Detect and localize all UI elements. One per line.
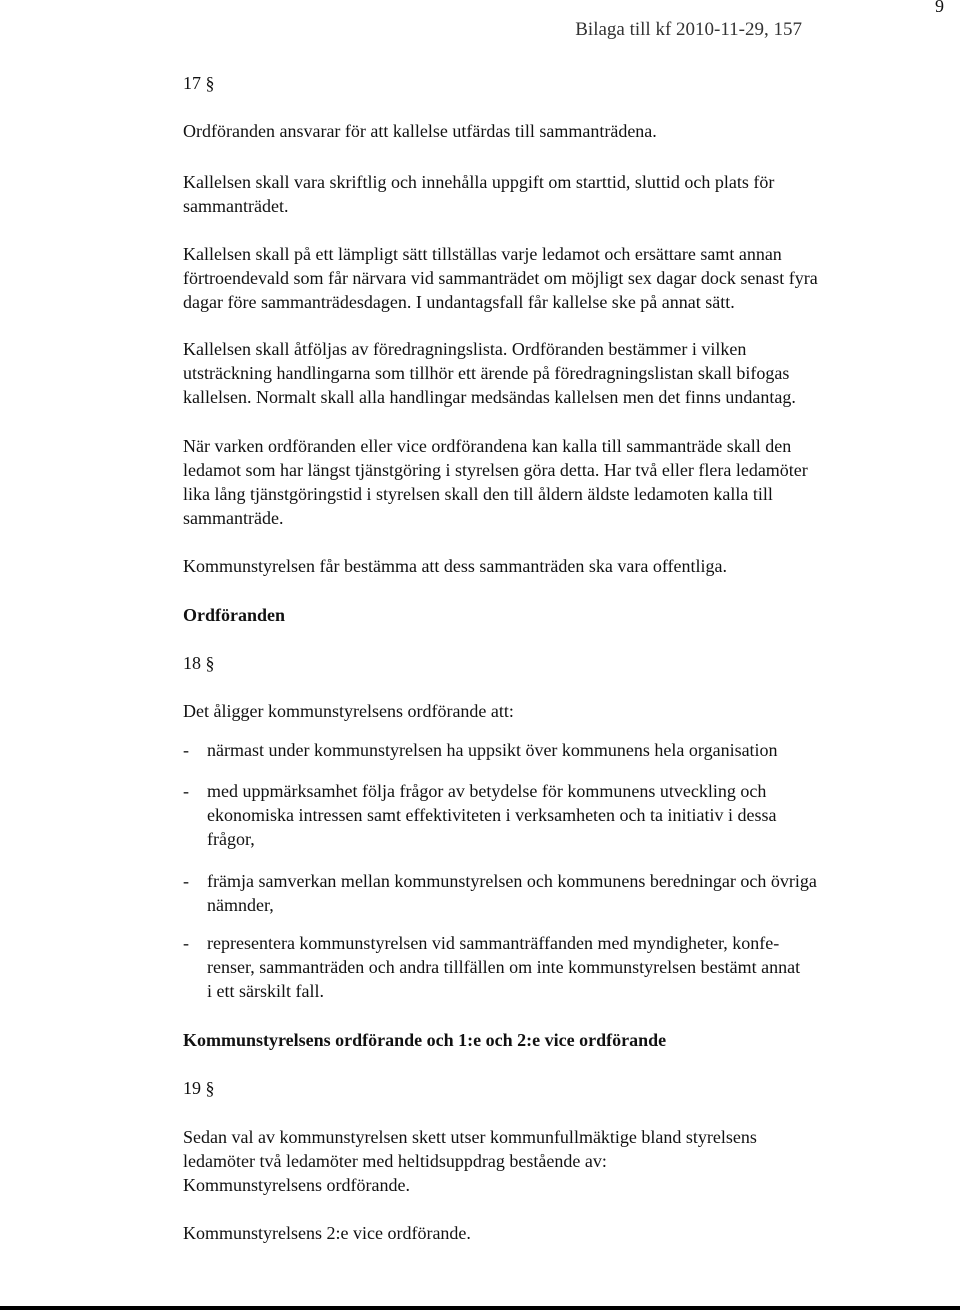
text-line: utsträckning handlingarna som tillhör ett ärende på föredragningslistan skall bifogas [183,363,790,383]
text-line: Kallelsen skall på ett lämpligt sätt tillställas varje ledamot och ersättare samt annan [183,244,782,264]
text-line: dagar före sammanträdesdagen. I undantagsfall får kallelse ske på annat sätt. [183,292,735,312]
s17-paragraph-4 [183,337,796,409]
footer-rule [0,1306,960,1310]
text-line: nämnder, [207,895,274,915]
s19-paragraph-1 [183,1125,757,1197]
s17-paragraph-3 [183,242,818,314]
list-dash: - [183,740,189,760]
text-line: ekonomiska intressen samt effektiviteten i verksamheten och ta initiativ i dessa [207,805,777,825]
text-line: lika lång tjänstgöringstid i styrelsen skall den till åldern äldste ledamoten kalla till [183,484,773,504]
page-number: 9 [935,0,944,16]
text-line: i ett särskilt fall. [207,981,324,1001]
text-line: frågor, [207,829,255,849]
s17-paragraph-6: Kommunstyrelsen får bestämma att dess sammanträden ska vara offentliga. [183,556,727,576]
s17-paragraph-1: Ordföranden ansvarar för att kallelse utfärdas till sammanträdena. [183,121,657,141]
text-line: ledamöter två ledamöter med heltidsuppdrag bestående av: [183,1151,607,1171]
text-line: Kallelsen skall vara skriftlig och innehålla uppgift om starttid, sluttid och plats för [183,172,775,192]
section-18-heading: 18 § [183,653,215,673]
section-19-heading: 19 § [183,1078,215,1098]
text-line: När varken ordföranden eller vice ordförandena kan kalla till sammanträde skall den [183,436,792,456]
text-line: Kallelsen skall åtföljas av föredragningslista. Ordföranden bestämmer i vilken [183,339,747,359]
text-line: Sedan val av kommunstyrelsen skett utser kommunfullmäktige bland styrelsens [183,1127,757,1147]
s17-paragraph-2 [183,170,774,218]
text-line: renser, sammanträden och andra tillfällen om inte kommunstyrelsen bestämt annat [207,957,801,977]
section-title-ordforanden: Ordföranden [183,605,286,625]
page-header: Bilaga till kf 2010-11-29, 157 [575,19,802,40]
list-dash: - [183,933,189,953]
text-line: ledamot som har längst tjänstgöring i styrelsen göra detta. Har två eller flera ledamöter [183,460,808,480]
text-line: kallelsen. Normalt skall alla handlingar medsändas kallelsen men det finns undantag. [183,387,796,407]
text-line: sammanträde. [183,508,284,528]
s19-paragraph-2: Kommunstyrelsens 2:e vice ordförande. [183,1223,471,1243]
text-line: med uppmärksamhet följa frågor av betydelse för kommunens utveckling och [207,781,767,801]
s17-paragraph-5 [183,434,808,530]
list-dash: - [183,871,189,891]
list-dash: - [183,781,189,801]
section-title-vice-ordforande: Kommunstyrelsens ordförande och 1:e och 2:e vice ordförande [183,1030,667,1050]
text-line: sammanträdet. [183,196,289,216]
text-line: representera kommunstyrelsen vid sammanträffanden med myndigheter, konfe- [207,933,780,953]
text-line: förtroendevald som får närvara vid sammanträdet om möjligt sex dagar dock senast fyra [183,268,818,288]
s18-intro: Det åligger kommunstyrelsens ordförande att: [183,701,514,721]
text-line: Kommunstyrelsens ordförande. [183,1175,410,1195]
text-line: närmast under kommunstyrelsen ha uppsikt över kommunens hela organisation [207,740,778,760]
section-17-heading: 17 § [183,73,215,93]
text-line: främja samverkan mellan kommunstyrelsen och kommunens beredningar och övriga [207,871,817,891]
